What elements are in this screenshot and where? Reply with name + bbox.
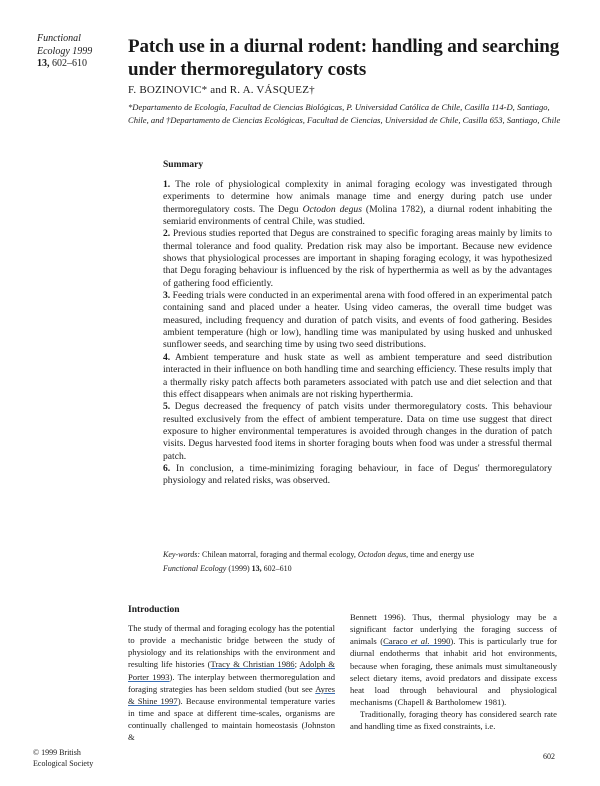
- citation-year: 1990: [429, 636, 451, 647]
- point-text: Ambient temperature and husk state as well as ambient temperature and seed distribution interacted in their influence on both handling time and searching efficiency. These results imply that a thermally risky patch affects both parameters associated with patch use and diet selection and that this effect disappears when animals are not risking hyperthermia.: [163, 351, 552, 400]
- point-number: 5.: [163, 401, 171, 413]
- keywords-label: Key-words:: [163, 550, 201, 559]
- affiliations: *Departamento de Ecología, Facultad de Ciencias Biológicas, P. Universidad Católica de Chile, Casilla 114-D, Santiago, Chile, and †Departamento de Ciencias Ecológicas, Facultad de Ciencias, Universidad de Chile, Casilla 653, Santiago, Chile: [128, 102, 561, 125]
- citation-volume: 13,: [251, 564, 262, 573]
- intro-paragraph: [128, 622, 335, 744]
- author-and: and: [207, 84, 230, 96]
- keywords-text: , time and energy use: [406, 550, 475, 559]
- body-text: ). Because environmental temperature varies in time and space at different time-scales, organisms are continually challenged to maintain homeostasis (Johnston &: [128, 695, 335, 743]
- article-title: Patch use in a diurnal rodent: handling and searching under thermoregulatory costs: [128, 36, 560, 80]
- summary-point-3: [163, 290, 552, 352]
- summary-body: [163, 179, 552, 488]
- point-number: 4.: [163, 351, 171, 363]
- citation-year: (1999): [226, 564, 252, 573]
- author-1: F. BOZINOVIC*: [128, 84, 208, 96]
- journal-pages: 602–610: [49, 58, 87, 69]
- summary-point-1: [163, 179, 552, 228]
- point-number: 1.: [163, 179, 171, 190]
- species-name: Octodon degus: [302, 203, 362, 215]
- citation-line: [163, 564, 292, 573]
- journal-name-line2: Ecology 1999: [37, 45, 93, 57]
- intro-column-1: [128, 622, 335, 744]
- point-number: 3.: [163, 290, 171, 302]
- summary-point-4: [163, 352, 552, 401]
- point-text: In conclusion, a time-minimizing foraging behaviour, in face of Degus' thermoregulatory physiology and related risks, was observed.: [163, 462, 552, 487]
- body-text: Bennett 1996). Thus, thermal physiology may be a significant factor underlying the foraging success of animals (: [350, 612, 557, 647]
- summary-point-5: [163, 401, 552, 463]
- citation-link-caraco[interactable]: [383, 636, 450, 646]
- page-number: 602: [543, 752, 555, 761]
- citation-author: Caraco: [383, 636, 412, 647]
- journal-volume: 13,: [37, 58, 50, 69]
- intro-column-2: [350, 611, 557, 733]
- keywords-species: Octodon degus: [357, 550, 407, 559]
- citation-pages: 602–610: [261, 564, 292, 573]
- intro-paragraph: [350, 611, 557, 708]
- summary-point-6: [163, 463, 552, 488]
- body-text: The study of thermal and foraging ecology has the potential to provide a mechanistic bridge between the study of physiology and its relationships with the environment and resulting life histories (: [128, 623, 335, 670]
- copyright-line: Ecological Society: [33, 759, 94, 768]
- point-text: The role of physiological complexity in animal foraging ecology was investigated through experiments to determine how animals manage time and energy during patch use under thermoregulatory costs. The Degu: [163, 179, 552, 215]
- author-list: [128, 84, 315, 96]
- citation-link-adolph-porter[interactable]: Adolph & Porter 1993: [128, 659, 335, 682]
- copyright-notice: [33, 747, 93, 769]
- point-text: Feeding trials were conducted in an experimental arena with food offered in an experimental patch containing sand and placed under a heater. Using video cameras, the overall time budget was measured, including frequency and duration of patch visits, and events of food gathering. Besides ambient temperature (high or low), handling time was manipulated by using husked and unhusked sunflower seeds, and searching time by using two seed distributions.: [163, 290, 552, 351]
- point-text: Degus decreased the frequency of patch visits under thermoregulatory costs. This behaviour resulted exclusively from the effect of ambient temperature. Data on time use suggest that direct exposure to higher environmental temperatures is avoided through changes in the duration of patch visits. Degus harvested food items in shorter foraging bouts when food was under a stressful thermal patch.: [163, 401, 552, 462]
- intro-paragraph: Traditionally, foraging theory has considered search rate and handling time as fixed constraints, i.e.: [350, 709, 557, 732]
- point-text: Previous studies reported that Degus are constrained to specific foraging areas mainly by limits to thermal tolerance and food quality. Predation risk may also be important. Because new evidence shows that physiological processes are important in shaping foraging ecology, it was hypothesized that Degu foraging behaviour is influenced by the risk of hyperthermia as well as by the advantages of gathering food efficiently.: [163, 228, 552, 289]
- body-text: ;: [294, 659, 300, 670]
- journal-volume-pages: [37, 58, 92, 71]
- introduction-heading: Introduction: [128, 605, 180, 615]
- summary-heading: Summary: [163, 160, 204, 170]
- journal-info: [37, 33, 92, 71]
- citation-etal: et al.: [411, 636, 430, 647]
- copyright-line: © 1999 British: [33, 748, 81, 757]
- author-2: R. A. VÁSQUEZ†: [229, 84, 315, 96]
- citation-link-tracy-christian[interactable]: Tracy & Christian 1986: [210, 659, 295, 670]
- journal-name-line1: Functional: [37, 33, 81, 44]
- body-text: ). This is particularly true for diurnal endotherms that inhabit arid hot environments, because when foraging, these animals must simultaneously select dietary items, avoid predators and dissipate excess heat load through behavioural and physiological mechanisms (Chapell & Bartholomew 1981).: [350, 636, 558, 708]
- point-number: 6.: [163, 462, 171, 474]
- body-text: ). The interplay between thermoregulation and foraging strategies has been seldom studied (but see: [128, 671, 335, 694]
- citation-link-ayres-shine[interactable]: Ayres & Shine 1997: [128, 683, 335, 706]
- citation-journal: Functional Ecology: [163, 564, 227, 573]
- point-text: (Molina 1782), a diurnal rodent inhabiting the semiarid environments of central Chile, was studied.: [163, 203, 552, 228]
- keywords-text: Chilean matorral, foraging and thermal ecology,: [200, 550, 358, 559]
- point-number: 2.: [163, 228, 171, 240]
- summary-point-2: [163, 228, 552, 290]
- keywords: [163, 549, 563, 560]
